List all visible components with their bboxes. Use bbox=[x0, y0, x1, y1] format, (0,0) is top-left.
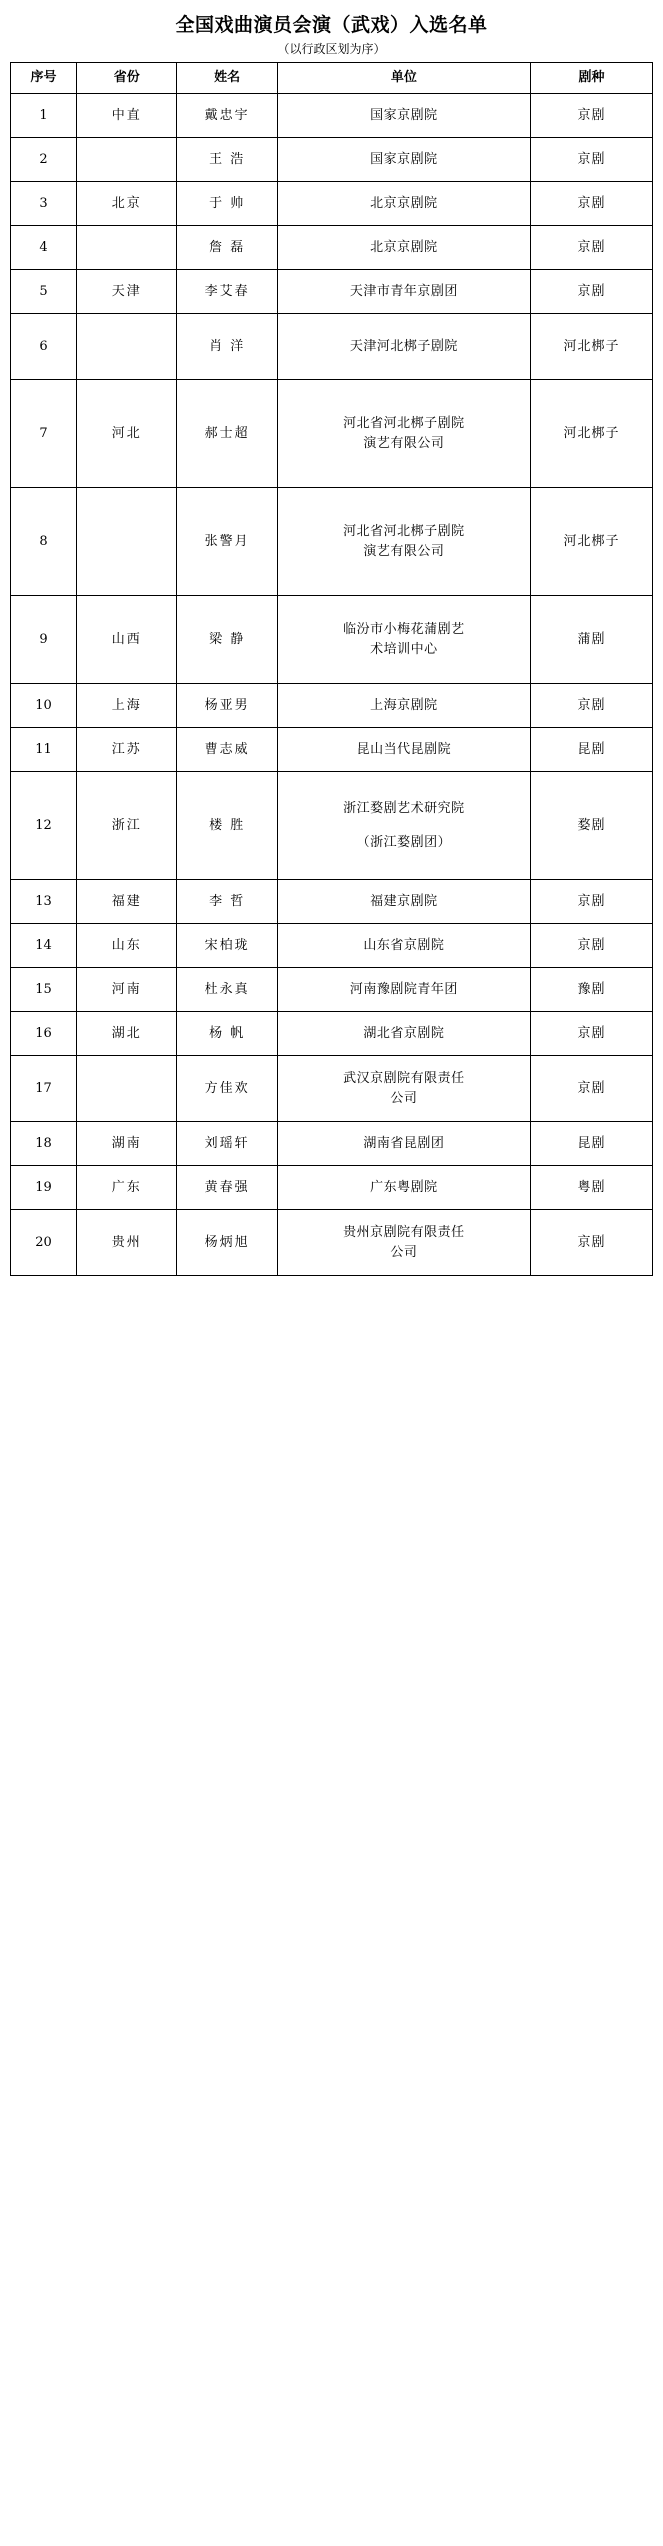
cell-unit-line: 北京京剧院 bbox=[370, 239, 438, 255]
cell-unit-line: 北京京剧院 bbox=[370, 195, 438, 211]
cell-unit-line: 演艺有限公司 bbox=[363, 435, 445, 451]
cell-name: 郝士超 bbox=[177, 380, 277, 488]
cell-unit bbox=[277, 1166, 530, 1210]
cell-index: 5 bbox=[11, 270, 77, 314]
table-row bbox=[11, 314, 653, 380]
cell-name: 于 帅 bbox=[177, 182, 277, 226]
cell-genre: 京剧 bbox=[530, 1012, 652, 1056]
cell-province: 山东 bbox=[77, 924, 177, 968]
cell-index: 4 bbox=[11, 226, 77, 270]
cell-unit-line: 昆山当代昆剧院 bbox=[356, 741, 452, 757]
cell-unit-line: 国家京剧院 bbox=[370, 107, 438, 123]
table-row bbox=[11, 968, 653, 1012]
cell-genre: 粤剧 bbox=[530, 1166, 652, 1210]
cell-name: 刘瑶轩 bbox=[177, 1122, 277, 1166]
cell-province: 上海 bbox=[77, 684, 177, 728]
cell-province: 湖北 bbox=[77, 1012, 177, 1056]
column-header-unit: 单位 bbox=[277, 63, 530, 94]
cell-unit bbox=[277, 226, 530, 270]
cell-index: 18 bbox=[11, 1122, 77, 1166]
cell-unit-line: 术培训中心 bbox=[370, 641, 438, 657]
cell-genre: 河北梆子 bbox=[530, 314, 652, 380]
table-row bbox=[11, 226, 653, 270]
cell-unit-line: 天津市青年京剧团 bbox=[349, 283, 458, 299]
table-row bbox=[11, 684, 653, 728]
cell-unit-line: 武汉京剧院有限责任 bbox=[343, 1070, 465, 1086]
cell-unit bbox=[277, 314, 530, 380]
cell-unit-line: 广东粤剧院 bbox=[370, 1179, 438, 1195]
cell-unit-line: 公司 bbox=[390, 1244, 418, 1260]
cell-name: 李艾春 bbox=[177, 270, 277, 314]
cell-name: 王 浩 bbox=[177, 138, 277, 182]
cell-province bbox=[77, 138, 177, 182]
cell-unit bbox=[277, 880, 530, 924]
cell-province: 河北 bbox=[77, 380, 177, 488]
cell-name: 杨炳旭 bbox=[177, 1210, 277, 1276]
cell-unit bbox=[277, 596, 530, 684]
table-row bbox=[11, 1166, 653, 1210]
cell-index: 19 bbox=[11, 1166, 77, 1210]
cell-name: 詹 磊 bbox=[177, 226, 277, 270]
cell-unit-line: 福建京剧院 bbox=[370, 893, 438, 909]
cell-unit-line: 湖北省京剧院 bbox=[363, 1025, 445, 1041]
cell-name: 楼 胜 bbox=[177, 772, 277, 880]
cell-unit bbox=[277, 1012, 530, 1056]
cell-province: 福建 bbox=[77, 880, 177, 924]
cell-province: 江苏 bbox=[77, 728, 177, 772]
cell-genre: 京剧 bbox=[530, 182, 652, 226]
cell-name: 方佳欢 bbox=[177, 1056, 277, 1122]
cell-genre: 京剧 bbox=[530, 880, 652, 924]
cell-unit-line: 天津河北梆子剧院 bbox=[349, 338, 458, 354]
table-row bbox=[11, 1056, 653, 1122]
cell-province bbox=[77, 488, 177, 596]
cell-unit-line: 河北省河北梆子剧院 bbox=[343, 523, 465, 539]
cell-index: 16 bbox=[11, 1012, 77, 1056]
cell-unit bbox=[277, 488, 530, 596]
cell-unit-line: 国家京剧院 bbox=[370, 151, 438, 167]
table-row bbox=[11, 94, 653, 138]
cell-unit bbox=[277, 924, 530, 968]
cell-unit-line: 湖南省昆剧团 bbox=[363, 1135, 445, 1151]
cell-name: 张警月 bbox=[177, 488, 277, 596]
cell-unit bbox=[277, 1056, 530, 1122]
cell-index: 3 bbox=[11, 182, 77, 226]
cell-index: 8 bbox=[11, 488, 77, 596]
cell-province bbox=[77, 226, 177, 270]
column-header-province: 省份 bbox=[77, 63, 177, 94]
table-header-row bbox=[11, 63, 653, 94]
cell-genre: 京剧 bbox=[530, 270, 652, 314]
cell-province: 中直 bbox=[77, 94, 177, 138]
column-header-name: 姓名 bbox=[177, 63, 277, 94]
cell-name: 肖 洋 bbox=[177, 314, 277, 380]
cell-name: 杜永真 bbox=[177, 968, 277, 1012]
cell-genre: 京剧 bbox=[530, 226, 652, 270]
cell-province: 北京 bbox=[77, 182, 177, 226]
cell-unit-line: 河南豫剧院青年团 bbox=[349, 981, 458, 997]
table-row bbox=[11, 380, 653, 488]
cell-genre: 京剧 bbox=[530, 1056, 652, 1122]
cell-unit bbox=[277, 182, 530, 226]
cell-name: 黄春强 bbox=[177, 1166, 277, 1210]
cell-unit-line: 公司 bbox=[390, 1090, 418, 1106]
table-row bbox=[11, 924, 653, 968]
cell-index: 17 bbox=[11, 1056, 77, 1122]
cell-genre: 京剧 bbox=[530, 924, 652, 968]
cell-genre: 昆剧 bbox=[530, 1122, 652, 1166]
cell-index: 11 bbox=[11, 728, 77, 772]
cell-name: 杨亚男 bbox=[177, 684, 277, 728]
cell-name: 杨 帆 bbox=[177, 1012, 277, 1056]
cell-province: 山西 bbox=[77, 596, 177, 684]
cell-unit bbox=[277, 1122, 530, 1166]
cell-unit bbox=[277, 380, 530, 488]
cell-unit bbox=[277, 968, 530, 1012]
cell-index: 1 bbox=[11, 94, 77, 138]
table-row bbox=[11, 1122, 653, 1166]
cell-unit-line: 贵州京剧院有限责任 bbox=[343, 1224, 465, 1240]
table-row bbox=[11, 182, 653, 226]
table-row bbox=[11, 596, 653, 684]
cell-unit-line: 上海京剧院 bbox=[370, 697, 438, 713]
cell-unit-line bbox=[281, 819, 527, 833]
cell-province: 贵州 bbox=[77, 1210, 177, 1276]
cell-unit-line: 临汾市小梅花蒲剧艺 bbox=[343, 621, 465, 637]
table-row bbox=[11, 488, 653, 596]
cell-unit bbox=[277, 270, 530, 314]
cell-unit-line: （浙江婺剧团） bbox=[356, 834, 452, 850]
cell-index: 10 bbox=[11, 684, 77, 728]
cell-province: 河南 bbox=[77, 968, 177, 1012]
cell-province: 浙江 bbox=[77, 772, 177, 880]
table-row bbox=[11, 772, 653, 880]
cell-genre: 昆剧 bbox=[530, 728, 652, 772]
cell-index: 9 bbox=[11, 596, 77, 684]
cell-index: 15 bbox=[11, 968, 77, 1012]
cell-unit-line: 山东省京剧院 bbox=[363, 937, 445, 953]
cell-unit bbox=[277, 138, 530, 182]
cell-index: 2 bbox=[11, 138, 77, 182]
cell-index: 7 bbox=[11, 380, 77, 488]
roster-table bbox=[10, 62, 653, 1276]
cell-unit-line: 演艺有限公司 bbox=[363, 543, 445, 559]
cell-unit-line: 浙江婺剧艺术研究院 bbox=[343, 800, 465, 816]
cell-genre: 京剧 bbox=[530, 1210, 652, 1276]
table-row bbox=[11, 880, 653, 924]
table-row bbox=[11, 138, 653, 182]
cell-province: 广东 bbox=[77, 1166, 177, 1210]
page-subtitle: （以行政区划为序） bbox=[277, 42, 386, 56]
table-row bbox=[11, 270, 653, 314]
cell-index: 20 bbox=[11, 1210, 77, 1276]
cell-unit bbox=[277, 1210, 530, 1276]
table-row bbox=[11, 1210, 653, 1276]
table-row bbox=[11, 1012, 653, 1056]
cell-genre: 河北梆子 bbox=[530, 488, 652, 596]
column-header-index: 序号 bbox=[11, 63, 77, 94]
cell-name: 宋柏珑 bbox=[177, 924, 277, 968]
cell-index: 12 bbox=[11, 772, 77, 880]
cell-index: 13 bbox=[11, 880, 77, 924]
cell-genre: 京剧 bbox=[530, 684, 652, 728]
cell-province bbox=[77, 314, 177, 380]
cell-unit-line: 河北省河北梆子剧院 bbox=[343, 415, 465, 431]
cell-genre: 蒲剧 bbox=[530, 596, 652, 684]
cell-province bbox=[77, 1056, 177, 1122]
cell-name: 梁 静 bbox=[177, 596, 277, 684]
cell-genre: 婺剧 bbox=[530, 772, 652, 880]
cell-genre: 京剧 bbox=[530, 138, 652, 182]
cell-name: 戴忠宇 bbox=[177, 94, 277, 138]
cell-province: 天津 bbox=[77, 270, 177, 314]
cell-unit bbox=[277, 772, 530, 880]
cell-unit bbox=[277, 94, 530, 138]
cell-index: 6 bbox=[11, 314, 77, 380]
table-row bbox=[11, 728, 653, 772]
cell-unit bbox=[277, 728, 530, 772]
cell-province: 湖南 bbox=[77, 1122, 177, 1166]
page-title: 全国戏曲演员会演（武戏）入选名单 bbox=[175, 14, 488, 36]
cell-name: 曹志威 bbox=[177, 728, 277, 772]
cell-name: 李 哲 bbox=[177, 880, 277, 924]
column-header-genre: 剧种 bbox=[530, 63, 652, 94]
cell-genre: 京剧 bbox=[530, 94, 652, 138]
cell-index: 14 bbox=[11, 924, 77, 968]
cell-unit bbox=[277, 684, 530, 728]
cell-genre: 豫剧 bbox=[530, 968, 652, 1012]
cell-genre: 河北梆子 bbox=[530, 380, 652, 488]
